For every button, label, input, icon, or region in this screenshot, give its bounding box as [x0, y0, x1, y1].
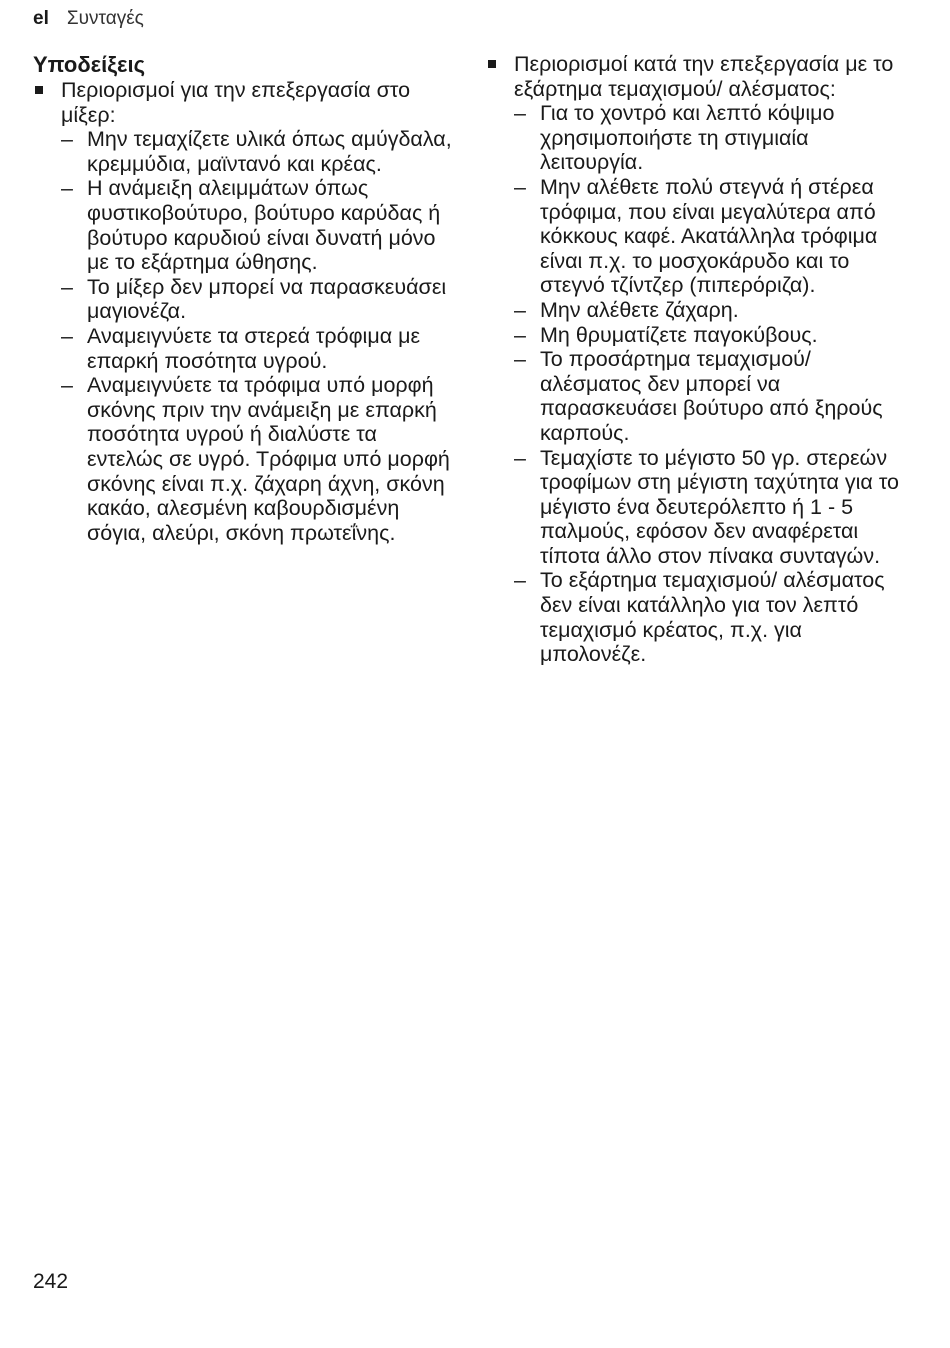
list-item: [514, 323, 906, 348]
page-number: 242: [33, 1270, 69, 1293]
dash-marker: –: [61, 127, 73, 152]
mixer-restrictions-intro: Περιορισμοί για την επεξεργασία στο μίξερ:: [61, 78, 411, 127]
list-item: [61, 176, 453, 274]
list-item: [514, 568, 906, 666]
dash-marker: –: [61, 323, 73, 348]
list-item-text: Το προσάρτημα τεμαχισμού/ αλέσματος δεν μπορεί να παρασκευάσει βούτυρο από ξηρούς καρπούς.: [540, 347, 883, 445]
chopper-restrictions-list: [514, 101, 906, 667]
square-bullet-icon: [35, 86, 43, 94]
list-item: [61, 324, 453, 373]
notes-heading: Υποδείξεις: [33, 52, 146, 77]
language-code: el: [33, 8, 49, 29]
list-item: [514, 347, 906, 445]
section-title: Συνταγές: [66, 8, 144, 29]
list-item: [61, 373, 453, 545]
dash-marker: –: [61, 373, 73, 398]
list-item-text: Για το χοντρό και λεπτό κόψιμο χρησιμοποιήστε τη στιγμιαία λειτουργία.: [540, 101, 835, 175]
list-item-text: Το μίξερ δεν μπορεί να παρασκευάσει μαγιονέζα.: [87, 274, 447, 324]
list-item: [514, 446, 906, 569]
chopper-restrictions-bullet: [486, 52, 906, 667]
list-item-text: Τεμαχίστε το μέγιστο 50 γρ. στερεών τροφίμων στη μέγιστη ταχύτητα για το μέγιστο ένα δευτερόλεπτο ή 1 - 5 παλμούς, εφόσον δεν αναφέρεται τίποτα άλλο στον πίνακα συνταγών.: [540, 445, 899, 568]
dash-marker: –: [514, 297, 526, 322]
list-item-text: Μην αλέθετε ζάχαρη.: [540, 297, 739, 322]
list-item: [61, 127, 453, 176]
page-header: [33, 6, 144, 32]
right-column: [486, 52, 906, 667]
list-item: [61, 275, 453, 324]
left-column: [33, 52, 453, 545]
dash-marker: –: [514, 568, 526, 593]
dash-marker: –: [514, 347, 526, 372]
dash-marker: –: [514, 322, 526, 347]
list-item-text: Το εξάρτημα τεμαχισμού/ αλέσματος δεν είναι κατάλληλο για τον λεπτό τεμαχισμό κρέατος, π.χ. για μπολονέζε.: [540, 568, 885, 667]
dash-marker: –: [61, 176, 73, 201]
list-item-text: Μη θρυματίζετε παγοκύβους.: [540, 322, 818, 347]
list-item-text: Αναμειγνύετε τα στερεά τρόφιμα με επαρκή ποσότητα υγρού.: [87, 323, 421, 373]
list-item: [514, 175, 906, 298]
dash-marker: –: [514, 101, 526, 126]
list-item: [514, 101, 906, 175]
list-item-text: Μην τεμαχίζετε υλικά όπως αμύγδαλα, κρεμμύδια, μαϊντανό και κρέας.: [87, 127, 452, 176]
dash-marker: –: [514, 174, 526, 199]
list-item: [514, 298, 906, 323]
dash-marker: –: [61, 274, 73, 299]
list-item-text: Μην αλέθετε πολύ στεγνά ή στέρεα τρόφιμα, που είναι μεγαλύτερα από κόκκους καφέ. Ακατάλληλα τρόφιμα είναι π.χ. το μοσχοκάρυδο και το στεγνό τζίντζερ (πιπερόριζα).: [540, 174, 878, 298]
list-item-text: Αναμειγνύετε τα τρόφιμα υπό μορφή σκόνης πριν την ανάμειξη με επαρκή ποσότητα υγρού ή διαλύστε τα εντελώς σε υγρό. Τρόφιμα υπό μορφή σκόνης είναι π.χ. ζάχαρη άχνη, σκόνη κακάο, αλεσμένη καβουρδισμένη σόγια, αλεύρι, σκόνη πρωτεΐνης.: [87, 373, 450, 545]
chopper-restrictions-intro: Περιορισμοί κατά την επεξεργασία με το εξάρτημα τεμαχισμού/ αλέσματος:: [514, 52, 894, 101]
mixer-restrictions-bullet: [33, 78, 453, 545]
square-bullet-icon: [488, 60, 496, 68]
list-item-text: Η ανάμειξη αλειμμάτων όπως φυστικοβούτυρο, βούτυρο καρύδας ή βούτυρο καρυδιού είναι δυνατή μόνο με το εξάρτημα ώθησης.: [87, 176, 441, 275]
dash-marker: –: [514, 445, 526, 470]
mixer-restrictions-list: [61, 127, 453, 545]
